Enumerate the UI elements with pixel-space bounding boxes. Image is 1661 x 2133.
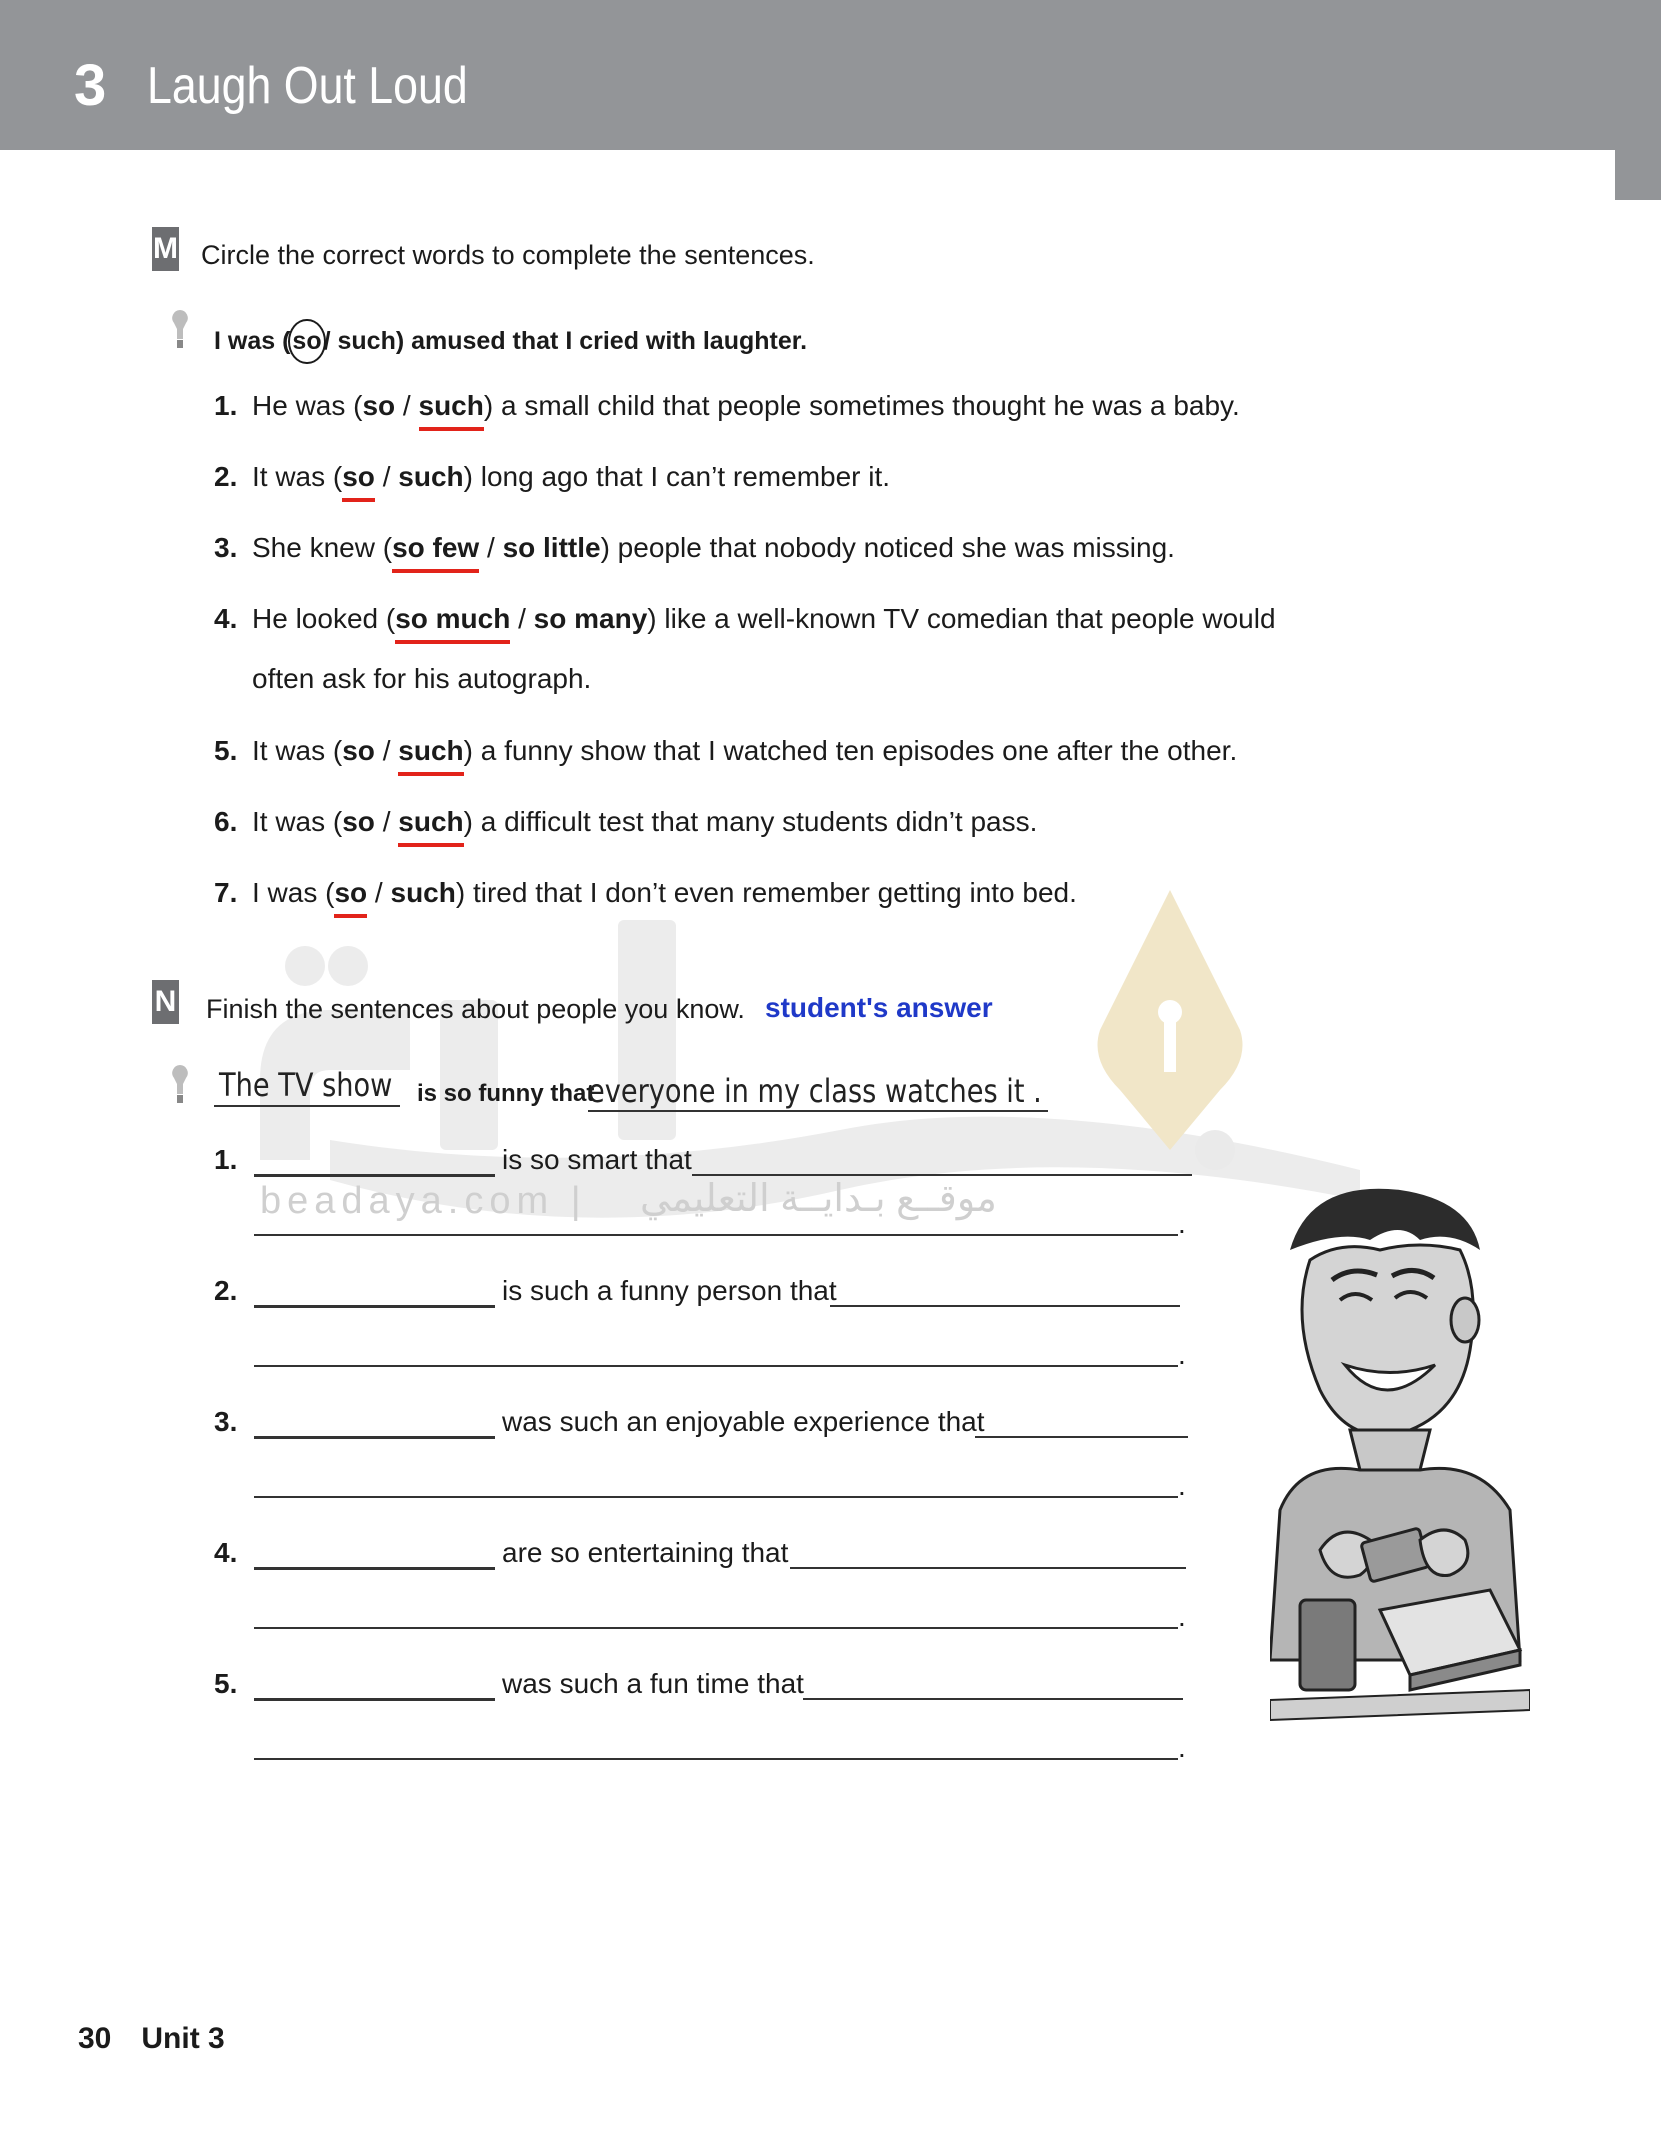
n-item-5-text: was such a fun time that [502, 1668, 804, 1699]
item-post: ) a difficult test that many students didn’t pass. [463, 806, 1038, 837]
lightbulb-icon [169, 308, 191, 352]
n-item-2-subject-blank[interactable] [254, 1305, 495, 1308]
n-item-5-answer-blank[interactable] [803, 1698, 1183, 1700]
option-separator: / [395, 390, 419, 421]
n-item-number: 3. [214, 1406, 238, 1437]
item-number: 2. [214, 461, 238, 492]
option-separator: / [374, 806, 399, 837]
footer-unit-label: Unit 3 [141, 2022, 225, 2055]
n-item-3-period: . [1178, 1470, 1186, 1501]
watermark-latin: beadaya.com | [260, 1180, 587, 1222]
option-1-selected[interactable]: so much [395, 603, 510, 644]
item-pre: He was ( [252, 390, 363, 421]
option-1-selected[interactable]: so few [392, 532, 479, 573]
n-item-5-answer-line-2[interactable] [254, 1758, 1178, 1760]
section-m-instruction: Circle the correct words to complete the sentences. [201, 240, 815, 270]
n-item-2-text: is such a funny person that [502, 1275, 837, 1306]
n-item-3-answer-line-2[interactable] [254, 1496, 1178, 1498]
item-post: ) tired that I don’t even remember getting into bed. [455, 877, 1077, 908]
item-pre: He looked ( [252, 603, 396, 634]
item-number: 7. [214, 877, 238, 908]
example-subject-line [214, 1105, 400, 1107]
n-item-4-subject-blank[interactable] [254, 1567, 495, 1570]
m-item-7 [214, 877, 1077, 909]
n-item-3-subject-blank[interactable] [254, 1436, 495, 1439]
m-item-4-continuation: often ask for his autograph. [252, 663, 592, 694]
m-item-1 [214, 390, 1240, 422]
student-answer-note: student's answer [765, 992, 993, 1023]
item-pre: She knew ( [252, 532, 393, 563]
n-item-number: 5. [214, 1668, 238, 1699]
option-2-selected[interactable]: such [419, 390, 484, 431]
example-middle: is so funny that [417, 1080, 595, 1107]
unit-title: Laugh Out Loud [147, 57, 468, 115]
n-item-1-period: . [1178, 1208, 1186, 1239]
watermark-arabic: موقــع بـدايــة التعليمي [640, 1178, 997, 1220]
section-n-instruction: Finish the sentences about people you know. [206, 994, 745, 1024]
example-ending-handwritten: everyone in my class watches it . [588, 1072, 1042, 1110]
n-item-1-answer-blank[interactable] [692, 1174, 1192, 1176]
n-item-5-subject-blank[interactable] [254, 1698, 495, 1701]
item-number: 1. [214, 390, 238, 421]
option-separator: / [374, 735, 399, 766]
option-1[interactable]: so [342, 735, 375, 766]
example-subject-handwritten: The TV show [219, 1066, 393, 1104]
item-pre: It was ( [252, 461, 343, 492]
m-item-2 [214, 461, 890, 493]
n-item-1-answer-line-2[interactable] [254, 1234, 1178, 1236]
item-post: ) long ago that I can’t remember it. [463, 461, 891, 492]
item-post: ) like a well-known TV comedian that people would [647, 603, 1276, 634]
option-1-selected[interactable]: so [334, 877, 367, 918]
item-pre: I was ( [252, 877, 335, 908]
m-item-6 [214, 806, 1037, 838]
item-number: 6. [214, 806, 238, 837]
section-m-letter: M [152, 227, 179, 271]
n-item-4-period: . [1178, 1601, 1186, 1632]
option-separator: / [374, 461, 399, 492]
example-circled: so [288, 319, 325, 364]
m-item-3 [214, 532, 1175, 564]
item-pre: It was ( [252, 735, 343, 766]
option-2[interactable]: so little [502, 532, 601, 563]
item-number: 4. [214, 603, 238, 634]
option-2[interactable]: such [390, 877, 456, 908]
option-separator: / [510, 603, 534, 634]
option-1-selected[interactable]: so [342, 461, 375, 502]
n-item-2-period: . [1178, 1339, 1186, 1370]
m-item-4 [214, 603, 1276, 635]
item-number: 3. [214, 532, 238, 563]
item-pre: It was ( [252, 806, 343, 837]
item-post: ) a small child that people sometimes thought he was a baby. [483, 390, 1240, 421]
option-2-selected[interactable]: such [398, 735, 463, 776]
option-separator: / [367, 877, 391, 908]
n-item-3-text: was such an enjoyable experience that [502, 1406, 985, 1437]
n-item-4-text: are so entertaining that [502, 1537, 789, 1568]
page-number: 30 [78, 2022, 112, 2055]
example-ending-line [588, 1110, 1048, 1112]
n-item-4-answer-line-2[interactable] [254, 1627, 1178, 1629]
n-item-number: 1. [214, 1144, 238, 1175]
option-2[interactable]: such [398, 461, 464, 492]
section-n-letter: N [152, 980, 179, 1024]
option-2[interactable]: so many [533, 603, 648, 634]
n-item-3-answer-blank[interactable] [975, 1436, 1188, 1438]
unit-number: 3 [74, 53, 107, 118]
n-item-1-text: is so smart that [502, 1144, 692, 1175]
option-2-selected[interactable]: such [398, 806, 463, 847]
n-item-5-period: . [1178, 1732, 1186, 1763]
option-1[interactable]: so [342, 806, 375, 837]
example-after: / such) amused that I cried with laughter. [323, 327, 808, 355]
n-item-2-answer-line-2[interactable] [254, 1365, 1178, 1367]
n-item-number: 4. [214, 1537, 238, 1568]
item-post: ) people that nobody noticed she was missing. [600, 532, 1175, 563]
section-m-example [214, 327, 807, 356]
item-post: ) a funny show that I watched ten episodes one after the other. [463, 735, 1238, 766]
m-item-5 [214, 735, 1237, 767]
item-number: 5. [214, 735, 238, 766]
lightbulb-icon [169, 1063, 191, 1107]
example-before: I was ( [214, 327, 291, 355]
option-separator: / [479, 532, 503, 563]
n-item-number: 2. [214, 1275, 238, 1306]
page-footer [78, 2022, 225, 2056]
n-item-2-answer-blank[interactable] [830, 1305, 1180, 1307]
laughing-man-illustration [1270, 1180, 1530, 1740]
option-1[interactable]: so [362, 390, 396, 421]
n-item-4-answer-blank[interactable] [790, 1567, 1186, 1569]
n-item-1-subject-blank[interactable] [254, 1174, 495, 1177]
